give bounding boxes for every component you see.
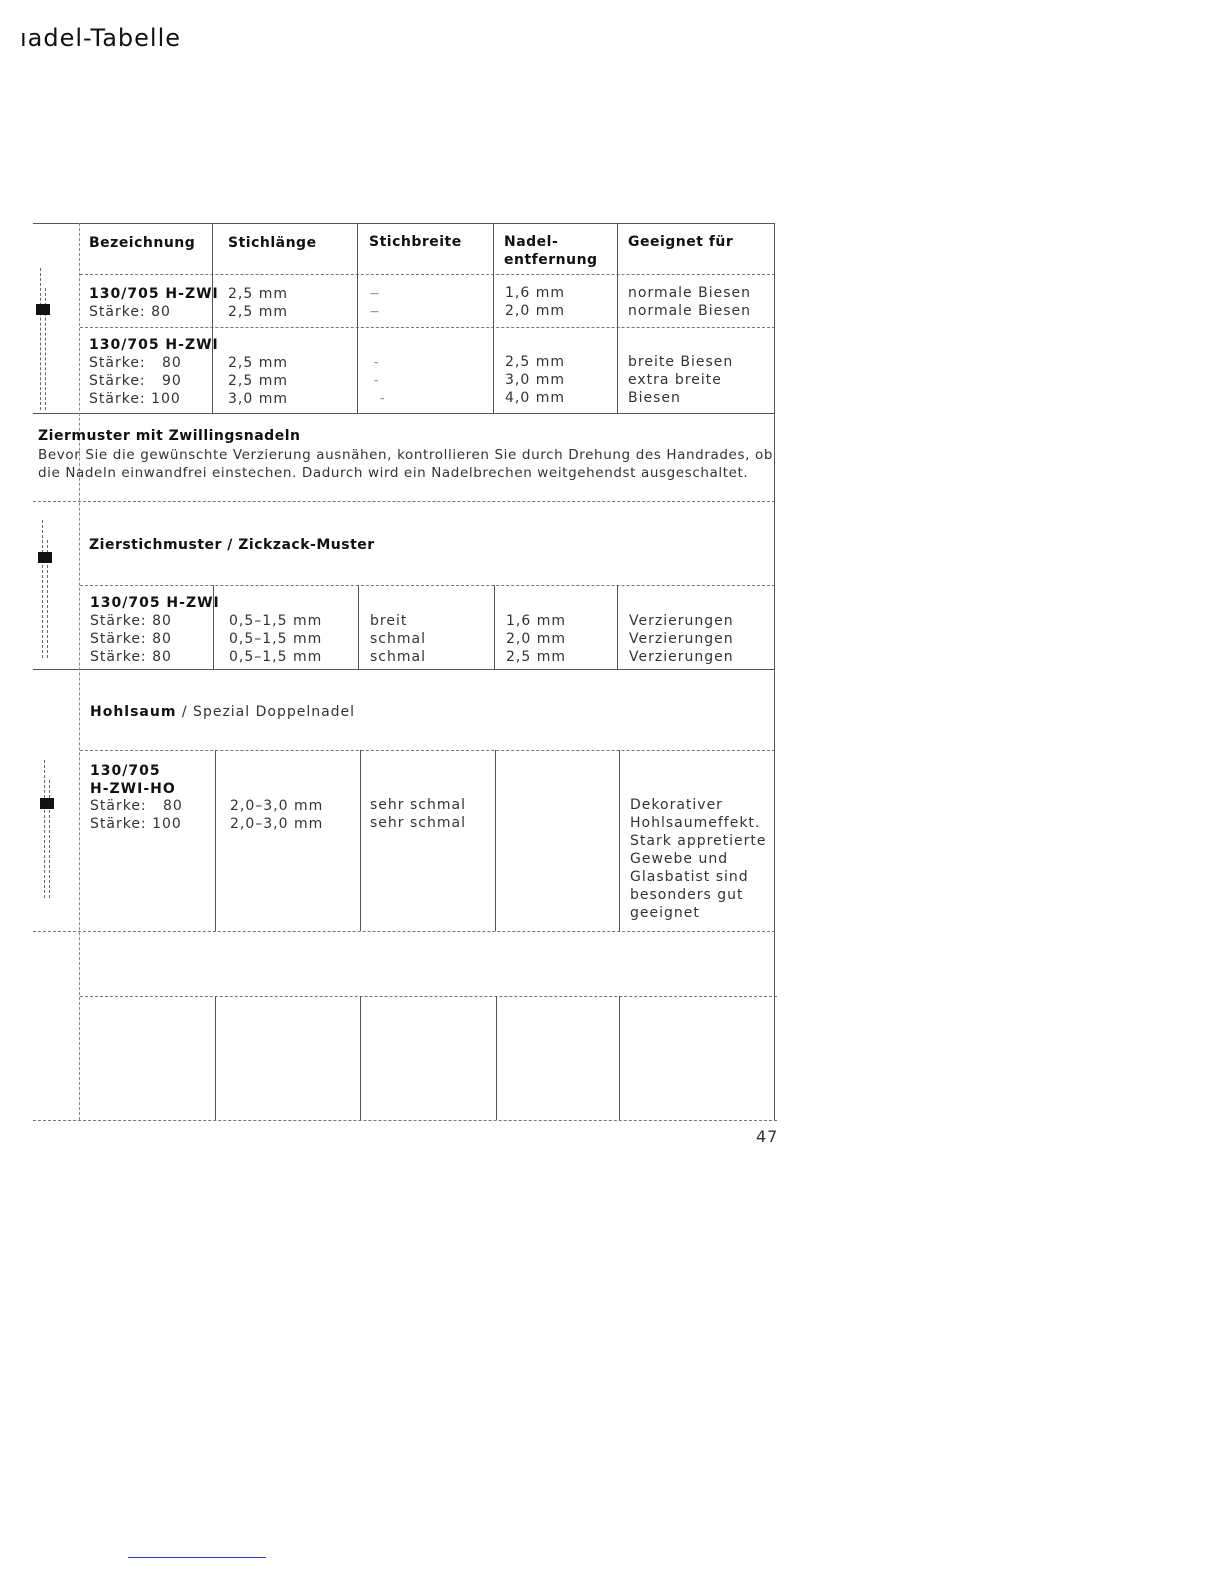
rule-empty-head-bottom — [80, 996, 777, 997]
footer-rule — [128, 1557, 266, 1558]
stitch-length: 2,5 mm — [228, 355, 288, 371]
instruction-paragraph: Bevor Sie die gewünschte Verzierung ausnähen, kontrollieren Sie durch Drehung des Handrades, ob die Nadeln einwandfrei einstechen. Dadurch wird ein Nadelbrechen weitgehendst ausgeschaltet. — [38, 447, 773, 481]
rule-zier-col3 — [494, 585, 495, 669]
rule-hohl-col4 — [619, 750, 620, 931]
section-heading-bold: Hohlsaum — [90, 704, 177, 720]
stitch-length: 2,0–3,0 mm — [230, 816, 324, 832]
rule-zier-col4 — [617, 585, 618, 669]
stitch-length: 3,0 mm — [228, 391, 288, 407]
needle-name: 130/705 H-ZWI — [89, 337, 219, 353]
rule-empty-col1 — [215, 996, 216, 1120]
rule-text-bottom — [33, 501, 775, 502]
rule-empty-col2 — [360, 996, 361, 1120]
rule-zier-bottom — [33, 669, 775, 670]
suitable-for: breite Biesen — [628, 354, 734, 370]
stitch-width: sehr schmal — [370, 815, 466, 831]
needle-size: Stärke: 100 — [89, 391, 181, 407]
stitch-width: schmal — [370, 649, 426, 665]
rule-table-bottom — [33, 413, 775, 414]
rule-zier-col2 — [358, 585, 359, 669]
stitch-length: 2,5 mm — [228, 304, 288, 320]
suitable-for: Verzierungen — [629, 631, 734, 647]
needle-distance: 2,0 mm — [505, 303, 565, 319]
suitable-for: besonders gut — [630, 887, 744, 903]
rule-header-bottom — [80, 274, 775, 275]
suitable-for: Gewebe und — [630, 851, 729, 867]
header-nadelentfernung-1: Nadel- — [504, 234, 559, 250]
needle-name: 130/705 H-ZWI — [89, 286, 219, 302]
rule-col2 — [357, 223, 358, 413]
header-geeignet: Geeignet für — [628, 234, 734, 250]
needle-size: Stärke: 80 — [90, 631, 172, 647]
suitable-for: Verzierungen — [629, 649, 734, 665]
suitable-for: extra breite — [628, 372, 722, 388]
section-heading: Zierstichmuster / Zickzack-Muster — [89, 537, 375, 553]
hemstitch-needle-icon — [38, 760, 56, 898]
header-stichbreite: Stichbreite — [369, 234, 462, 250]
stitch-length: 0,5–1,5 mm — [229, 649, 323, 665]
rule-right-edge — [774, 223, 775, 1120]
page-number: 47 — [756, 1127, 779, 1146]
stitch-width: — — [370, 307, 380, 317]
needle-size: Stärke: 80 — [90, 798, 183, 814]
needle-distance: 2,0 mm — [506, 631, 566, 647]
needle-size: Stärke: 80 — [89, 304, 171, 320]
suitable-for: Stark appretierte — [630, 833, 767, 849]
header-bezeichnung: Bezeichnung — [89, 235, 196, 251]
needle-distance: 1,6 mm — [506, 613, 566, 629]
rule-hohl-col3 — [495, 750, 496, 931]
stitch-length: 2,5 mm — [228, 373, 288, 389]
needle-size: Stärke: 80 — [89, 355, 182, 371]
stitch-width: – — [380, 394, 386, 404]
header-nadelentfernung-2: entfernung — [504, 252, 598, 268]
rule-col3 — [493, 223, 494, 413]
needle-size: Stärke: 90 — [89, 373, 182, 389]
stitch-length: 0,5–1,5 mm — [229, 613, 323, 629]
rule-hohl-head-bottom — [80, 750, 775, 751]
rule-col4 — [617, 223, 618, 413]
section-heading — [90, 703, 355, 721]
page-title: ıadel-Tabelle — [20, 24, 181, 52]
stitch-length: 0,5–1,5 mm — [229, 631, 323, 647]
needle-distance: 4,0 mm — [505, 390, 565, 406]
section-heading: Ziermuster mit Zwillingsnadeln — [38, 428, 301, 444]
needle-distance: 1,6 mm — [505, 285, 565, 301]
stitch-width: sehr schmal — [370, 797, 466, 813]
rule-final — [33, 1120, 777, 1121]
rule-hohl-bottom — [33, 931, 775, 932]
suitable-for: normale Biesen — [628, 285, 752, 301]
rule-group1-bottom — [80, 327, 775, 328]
rule-left-edge — [79, 223, 80, 1120]
needle-distance: 2,5 mm — [505, 354, 565, 370]
suitable-for: Biesen — [628, 390, 681, 406]
suitable-for: Dekorativer — [630, 797, 723, 813]
suitable-for: Glasbatist sind — [630, 869, 749, 885]
stitch-width: schmal — [370, 631, 426, 647]
needle-distance: 3,0 mm — [505, 372, 565, 388]
header-stichlaenge: Stichlänge — [228, 235, 317, 251]
stitch-width: – — [374, 358, 380, 368]
rule-empty-col3 — [496, 996, 497, 1120]
rule-hohl-col2 — [360, 750, 361, 931]
needle-name: 130/705 H-ZWI — [90, 595, 220, 611]
needle-size: Stärke: 80 — [90, 649, 172, 665]
needle-name: 130/705 — [90, 763, 161, 779]
section-heading-rest: / Spezial Doppelnadel — [176, 704, 356, 720]
rule-hohl-col1 — [215, 750, 216, 931]
suitable-for: normale Biesen — [628, 303, 752, 319]
rule-top — [33, 223, 775, 224]
needle-size: Stärke: 100 — [90, 816, 182, 832]
rule-empty-col4 — [619, 996, 620, 1120]
needle-size: Stärke: 80 — [90, 613, 172, 629]
rule-zier-head-bottom — [80, 585, 775, 586]
needle-name: H-ZWI-HO — [90, 781, 176, 797]
stitch-length: 2,5 mm — [228, 286, 288, 302]
suitable-for: geeignet — [630, 905, 700, 921]
stitch-length: 2,0–3,0 mm — [230, 798, 324, 814]
stitch-width: — — [370, 289, 380, 299]
suitable-for: Hohlsaumeffekt. — [630, 815, 761, 831]
suitable-for: Verzierungen — [629, 613, 734, 629]
needle-distance: 2,5 mm — [506, 649, 566, 665]
rule-col1 — [212, 223, 213, 413]
twin-needle-icon — [36, 520, 54, 658]
twin-needle-icon — [34, 268, 52, 410]
stitch-width: breit — [370, 613, 408, 629]
stitch-width: – — [374, 376, 380, 386]
